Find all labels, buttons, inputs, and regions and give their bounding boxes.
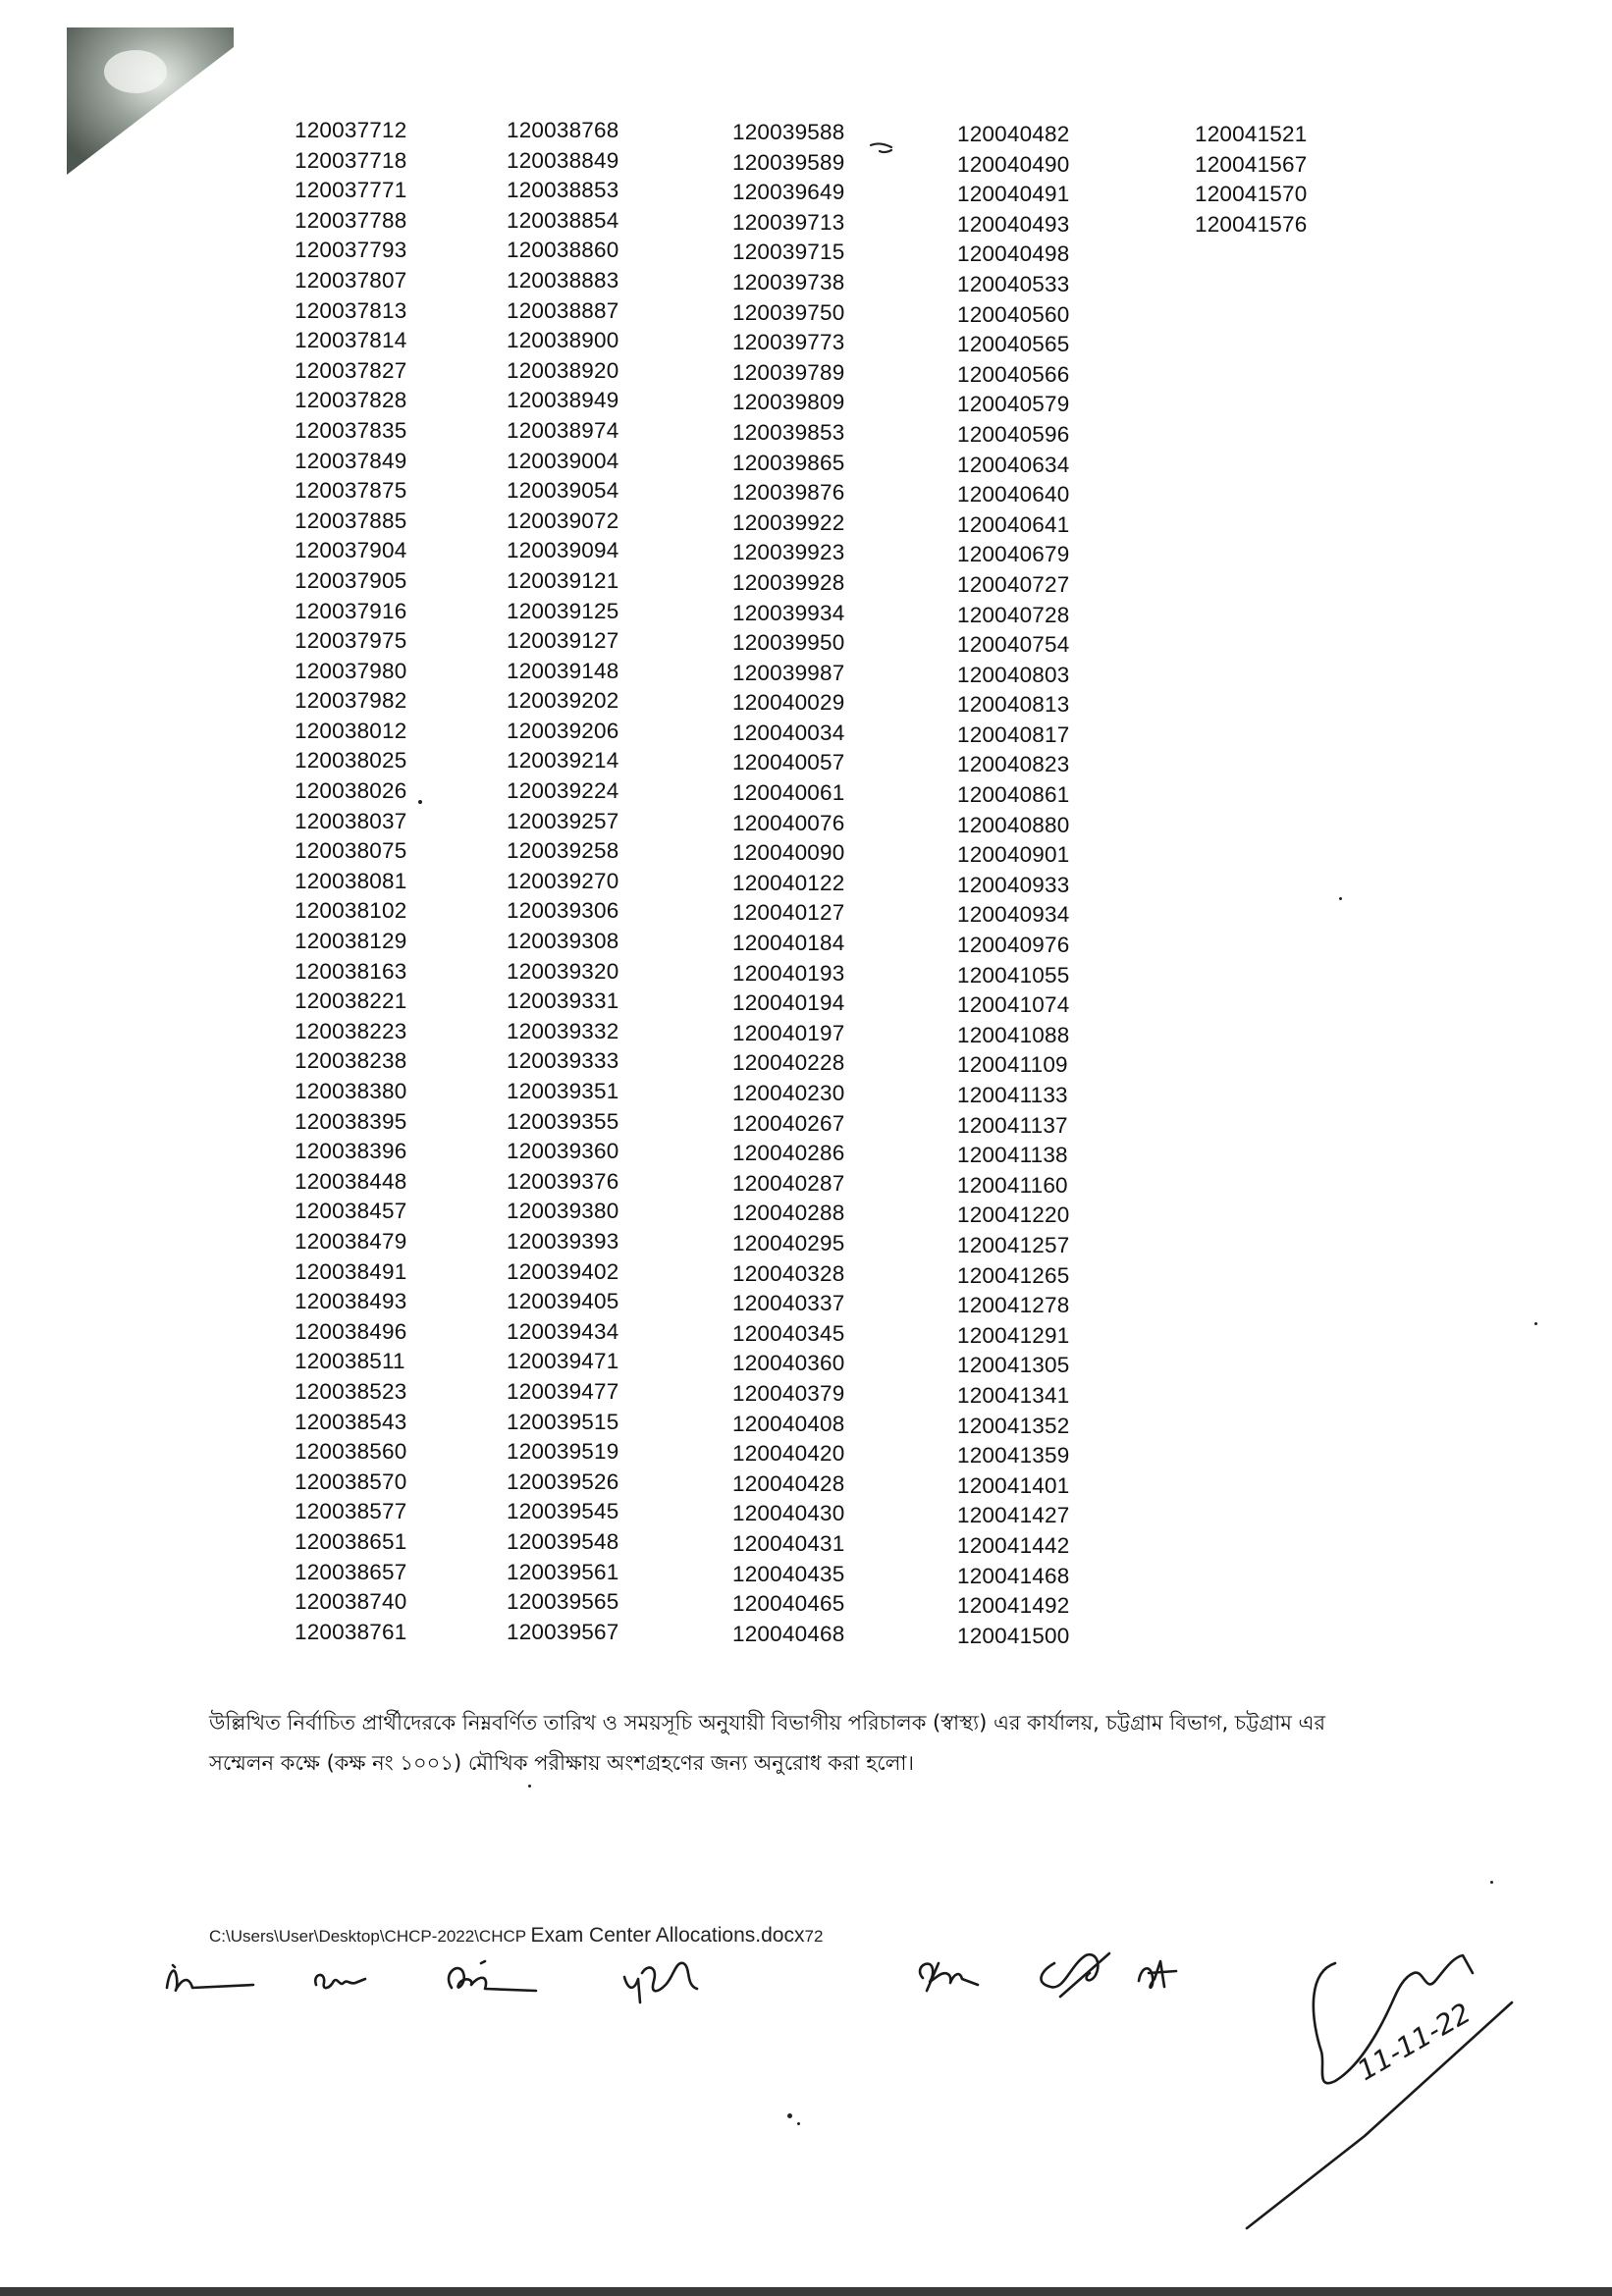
roll-number: 120041359 [957, 1443, 1070, 1468]
roll-number: 120039004 [507, 448, 619, 473]
roll-number: 120040057 [732, 750, 845, 775]
roll-number: 120039331 [507, 988, 619, 1014]
roll-number: 120037718 [295, 147, 407, 173]
roll-number: 120039928 [732, 569, 845, 595]
roll-number: 120040029 [732, 690, 845, 716]
roll-number: 120040823 [957, 752, 1070, 777]
roll-number: 120040560 [957, 301, 1070, 327]
notice-line-1: উল্লিখিত নির্বাচিত প্রার্থীদেরকে নিম্নবর্ণিত তারিখ ও সময়সূচি অনুযায়ী বিভাগীয় পরিচালক (স্বাস্থ্য) এর কার্যালয়, চট্টগ্রাম বিভাগ, চট্টগ্রাম এর [209, 1711, 1326, 1735]
roll-number: 120040197 [732, 1020, 845, 1045]
roll-number: 120040194 [732, 990, 845, 1016]
roll-number: 120038163 [295, 958, 407, 984]
roll-number: 120038768 [507, 118, 619, 142]
roll-number: 120040379 [732, 1380, 845, 1406]
roll-number: 120038223 [295, 1018, 407, 1043]
roll-number: 120041160 [957, 1172, 1068, 1198]
signature-5 [920, 1963, 978, 1991]
roll-number: 120038523 [295, 1378, 407, 1404]
scan-speck [797, 2122, 800, 2125]
roll-number: 120037814 [295, 328, 407, 353]
roll-number: 120039202 [507, 688, 619, 714]
roll-number: 120040468 [732, 1621, 845, 1646]
roll-number: 120039127 [507, 628, 619, 654]
roll-number: 120037835 [295, 417, 407, 443]
roll-number: 120038560 [295, 1439, 407, 1465]
roll-number: 120040435 [732, 1561, 845, 1586]
roll-number: 120038853 [507, 178, 619, 203]
roll-number: 120040230 [732, 1081, 845, 1105]
roll-number: 120039405 [507, 1289, 619, 1314]
roll-number: 120040933 [957, 872, 1070, 897]
signatures-row [147, 1934, 1541, 2248]
file-path-suffix: 72 [804, 1927, 824, 1946]
roll-number: 120039865 [732, 450, 845, 475]
interview-notice [209, 1703, 1417, 1784]
roll-number: 120041257 [957, 1232, 1070, 1257]
roll-number: 120041521 [1195, 122, 1308, 146]
roll-number: 120039789 [732, 359, 845, 385]
roll-number: 120038221 [295, 988, 407, 1014]
roll-number: 120040034 [732, 720, 845, 745]
roll-number: 120040679 [957, 542, 1070, 567]
roll-number: 120039750 [732, 299, 845, 325]
signature-date: 11-11-22 [1352, 1996, 1477, 2088]
signature-1 [167, 1965, 253, 1991]
roll-number: 120041138 [957, 1143, 1068, 1168]
scan-speck [1339, 897, 1342, 900]
roll-number: 120039922 [732, 509, 845, 535]
roll-number: 120039320 [507, 958, 619, 984]
roll-number: 120038860 [507, 238, 619, 263]
roll-number: 120038129 [295, 929, 407, 954]
pen-tick-mark [868, 139, 897, 157]
roll-number: 120039257 [507, 808, 619, 833]
roll-number: 120039565 [507, 1589, 619, 1615]
roll-number: 120039332 [507, 1018, 619, 1043]
roll-number: 120038081 [295, 868, 407, 893]
roll-number: 120039588 [732, 120, 845, 144]
roll-number: 120040976 [957, 933, 1070, 958]
roll-number: 120039876 [732, 480, 845, 506]
roll-number: 120039934 [732, 600, 845, 625]
roll-number: 120040579 [957, 392, 1070, 417]
roll-number: 120040728 [957, 602, 1070, 627]
roll-number: 120038577 [295, 1499, 407, 1524]
roll-number: 120040428 [732, 1470, 845, 1496]
roll-number: 120041109 [957, 1052, 1068, 1078]
notice-line-2: সম্মেলন কক্ষে (কক্ষ নং ১০০১) মৌখিক পরীক্ষায় অংশগ্রহণের জন্য অনুরোধ করা হলো। [209, 1751, 914, 1775]
roll-number: 120037712 [295, 118, 407, 142]
roll-number: 120040345 [732, 1320, 845, 1346]
roll-number: 120037975 [295, 628, 407, 654]
roll-number: 120041567 [1195, 151, 1308, 177]
roll-number: 120038491 [295, 1258, 407, 1284]
roll-number: 120040861 [957, 782, 1070, 808]
roll-number: 120040565 [957, 332, 1070, 357]
scan-speck [1534, 1322, 1537, 1325]
roll-number: 120038238 [295, 1048, 407, 1074]
roll-number: 120041133 [957, 1083, 1068, 1107]
file-path-directory: C:\Users\User\Desktop\CHCP-2022\CHCP [209, 1927, 526, 1946]
roll-number: 120041088 [957, 1022, 1070, 1047]
roll-number: 120041137 [957, 1112, 1068, 1138]
roll-number: 120039515 [507, 1409, 619, 1434]
roll-number: 120037885 [295, 507, 407, 533]
roll-number: 120041305 [957, 1353, 1070, 1378]
roll-number: 120040360 [732, 1351, 845, 1376]
roll-number: 120038570 [295, 1468, 407, 1494]
roll-number: 120040498 [957, 241, 1070, 267]
roll-number: 120038900 [507, 328, 619, 353]
roll-number: 120041570 [1195, 182, 1308, 207]
roll-number: 120038887 [507, 297, 619, 323]
roll-number: 120040640 [957, 482, 1070, 507]
roll-number: 120041442 [957, 1532, 1070, 1558]
roll-number: 120038657 [295, 1559, 407, 1584]
roll-number: 120040228 [732, 1050, 845, 1076]
roll-number: 120039471 [507, 1349, 619, 1374]
roll-number: 120040465 [732, 1591, 845, 1617]
roll-number: 120038740 [295, 1589, 407, 1615]
roll-number: 120040493 [957, 211, 1070, 237]
roll-column-3 [732, 118, 844, 1649]
roll-number: 120039380 [507, 1199, 619, 1224]
roll-number: 120039809 [732, 390, 845, 415]
roll-number: 120038479 [295, 1228, 407, 1254]
roll-number: 120040076 [732, 810, 845, 835]
roll-number: 120037793 [295, 238, 407, 263]
roll-number: 120037916 [295, 598, 407, 623]
roll-number: 120041576 [1195, 211, 1308, 237]
roll-number: 120041291 [957, 1322, 1070, 1348]
roll-number: 120038102 [295, 898, 407, 924]
roll-column-2 [507, 116, 618, 1647]
roll-number: 120038511 [295, 1349, 405, 1374]
roll-number: 120040533 [957, 271, 1070, 296]
roll-number: 120039214 [507, 748, 619, 774]
file-path-filename: Exam Center Allocations.docx [530, 1924, 805, 1947]
roll-number: 120041500 [957, 1623, 1070, 1648]
roll-number: 120039206 [507, 718, 619, 743]
roll-number: 120041468 [957, 1563, 1070, 1588]
roll-number: 120037827 [295, 357, 407, 383]
roll-number: 120040934 [957, 902, 1070, 928]
roll-number: 120040287 [732, 1170, 845, 1196]
roll-column-5 [1195, 120, 1307, 240]
roll-number: 120037905 [295, 567, 407, 593]
scan-speck [1490, 1881, 1493, 1884]
roll-number: 120039402 [507, 1258, 619, 1284]
roll-number: 120038493 [295, 1289, 407, 1314]
roll-number: 120039649 [732, 180, 845, 205]
roll-number: 120041265 [957, 1262, 1070, 1288]
roll-number: 120040184 [732, 931, 845, 956]
roll-number: 120041492 [957, 1593, 1070, 1619]
roll-number: 120039713 [732, 209, 845, 235]
roll-number: 120040431 [732, 1530, 845, 1556]
roll-number: 120039125 [507, 598, 619, 623]
roll-number: 120039258 [507, 838, 619, 864]
roll-number: 120040295 [732, 1230, 845, 1255]
roll-number: 120039094 [507, 538, 619, 563]
roll-number: 120041055 [957, 962, 1070, 988]
roll-number: 120039853 [732, 419, 845, 445]
roll-number: 120040288 [732, 1201, 845, 1226]
roll-number: 120038457 [295, 1199, 407, 1224]
roll-number: 120039376 [507, 1168, 619, 1194]
roll-number: 120040337 [732, 1291, 845, 1316]
roll-number: 120039308 [507, 929, 619, 954]
roll-number: 120039121 [507, 567, 619, 593]
roll-number: 120039738 [732, 269, 845, 294]
roll-number: 120037980 [295, 658, 407, 683]
roll-number: 120039561 [507, 1559, 619, 1584]
roll-number: 120040482 [957, 122, 1070, 146]
roll-number: 120040408 [732, 1411, 845, 1436]
scan-bottom-edge [0, 2287, 1612, 2296]
roll-number: 120037982 [295, 688, 407, 714]
roll-number: 120040090 [732, 840, 845, 866]
roll-number: 120038395 [295, 1108, 407, 1134]
roll-number: 120038920 [507, 357, 619, 383]
roll-number: 120037771 [295, 178, 407, 203]
roll-number: 120039477 [507, 1378, 619, 1404]
roll-number: 120037828 [295, 388, 407, 413]
scan-corner-artifact [67, 27, 234, 175]
roll-number: 120040193 [732, 960, 845, 986]
roll-number: 120041427 [957, 1503, 1070, 1528]
roll-number: 120037904 [295, 538, 407, 563]
roll-number: 120040430 [732, 1501, 845, 1526]
roll-number: 120040803 [957, 662, 1070, 687]
roll-number: 120039567 [507, 1619, 619, 1644]
roll-number: 120039360 [507, 1139, 619, 1164]
roll-number: 120040490 [957, 151, 1070, 177]
roll-number: 120038883 [507, 267, 619, 293]
roll-number: 120038651 [295, 1528, 407, 1554]
roll-number: 120039548 [507, 1528, 619, 1554]
roll-number: 120040754 [957, 632, 1070, 658]
roll-number: 120038037 [295, 808, 407, 833]
roll-number: 120038974 [507, 417, 619, 443]
roll-number: 120038380 [295, 1079, 407, 1103]
roll-number: 120039773 [732, 330, 845, 355]
roll-number: 120040061 [732, 780, 845, 806]
roll-number: 120040267 [732, 1110, 845, 1136]
roll-number: 120040817 [957, 721, 1070, 747]
scan-speck [787, 2113, 792, 2118]
roll-number: 120041220 [957, 1202, 1070, 1228]
roll-number: 120037807 [295, 267, 407, 293]
roll-number: 120039072 [507, 507, 619, 533]
roll-number: 120039333 [507, 1048, 619, 1074]
roll-number: 120038496 [295, 1318, 407, 1344]
roll-number: 120040901 [957, 842, 1070, 868]
roll-number: 120039306 [507, 898, 619, 924]
roll-number: 120040727 [957, 571, 1070, 597]
roll-number: 120039270 [507, 868, 619, 893]
roll-number: 120038543 [295, 1409, 407, 1434]
roll-number: 120039545 [507, 1499, 619, 1524]
roll-number: 120040880 [957, 812, 1070, 837]
roll-number: 120040491 [957, 182, 1070, 207]
roll-number: 120039715 [732, 240, 845, 265]
roll-number: 120040634 [957, 452, 1070, 477]
roll-number: 120039434 [507, 1318, 619, 1344]
roll-number: 120039224 [507, 778, 619, 804]
roll-number: 120040122 [732, 870, 845, 895]
roll-number: 120040127 [732, 900, 845, 926]
roll-number: 120038012 [295, 718, 407, 743]
roll-number: 120041278 [957, 1293, 1070, 1318]
roll-number: 120038854 [507, 207, 619, 233]
roll-number: 120038075 [295, 838, 407, 864]
roll-number: 120040420 [732, 1441, 845, 1467]
roll-number: 120038949 [507, 388, 619, 413]
signature-6 [1041, 1953, 1109, 1997]
roll-number: 120040596 [957, 421, 1070, 447]
roll-number: 120037788 [295, 207, 407, 233]
signature-underline-slash [1247, 2002, 1512, 2228]
roll-number: 120039950 [732, 630, 845, 656]
roll-number: 120039923 [732, 540, 845, 565]
roll-number: 120039351 [507, 1079, 619, 1103]
roll-number: 120037849 [295, 448, 407, 473]
roll-column-1 [295, 116, 406, 1647]
roll-number: 120040813 [957, 692, 1070, 718]
roll-number: 120038761 [295, 1619, 407, 1644]
roll-number: 120039054 [507, 478, 619, 504]
scan-speck [418, 800, 422, 804]
roll-number: 120038849 [507, 147, 619, 173]
signature-2 [315, 1975, 365, 1988]
roll-number: 120039519 [507, 1439, 619, 1465]
roll-number: 120038448 [295, 1168, 407, 1194]
roll-number: 120040566 [957, 361, 1070, 387]
roll-number: 120041341 [957, 1382, 1070, 1408]
roll-number: 120038026 [295, 778, 407, 804]
roll-column-4 [957, 120, 1069, 1651]
roll-number: 120040328 [732, 1260, 845, 1286]
roll-number: 120041401 [957, 1472, 1070, 1498]
roll-number: 120039526 [507, 1468, 619, 1494]
roll-number: 120038025 [295, 748, 407, 774]
scan-speck [528, 1785, 531, 1788]
roll-number: 120039148 [507, 658, 619, 683]
roll-number: 120041074 [957, 992, 1070, 1018]
roll-number: 120041352 [957, 1413, 1070, 1438]
signature-3 [449, 1961, 536, 1991]
roll-number: 120039393 [507, 1228, 619, 1254]
roll-number: 120039589 [732, 149, 845, 175]
roll-number: 120039987 [732, 660, 845, 685]
roll-number: 120037813 [295, 297, 407, 323]
signature-4 [624, 1963, 697, 2002]
roll-number: 120037875 [295, 478, 407, 504]
roll-number: 120039355 [507, 1108, 619, 1134]
signature-7 [1139, 1961, 1176, 1988]
roll-number: 120040286 [732, 1141, 845, 1166]
roll-number: 120038396 [295, 1139, 407, 1164]
roll-number: 120040641 [957, 511, 1070, 537]
